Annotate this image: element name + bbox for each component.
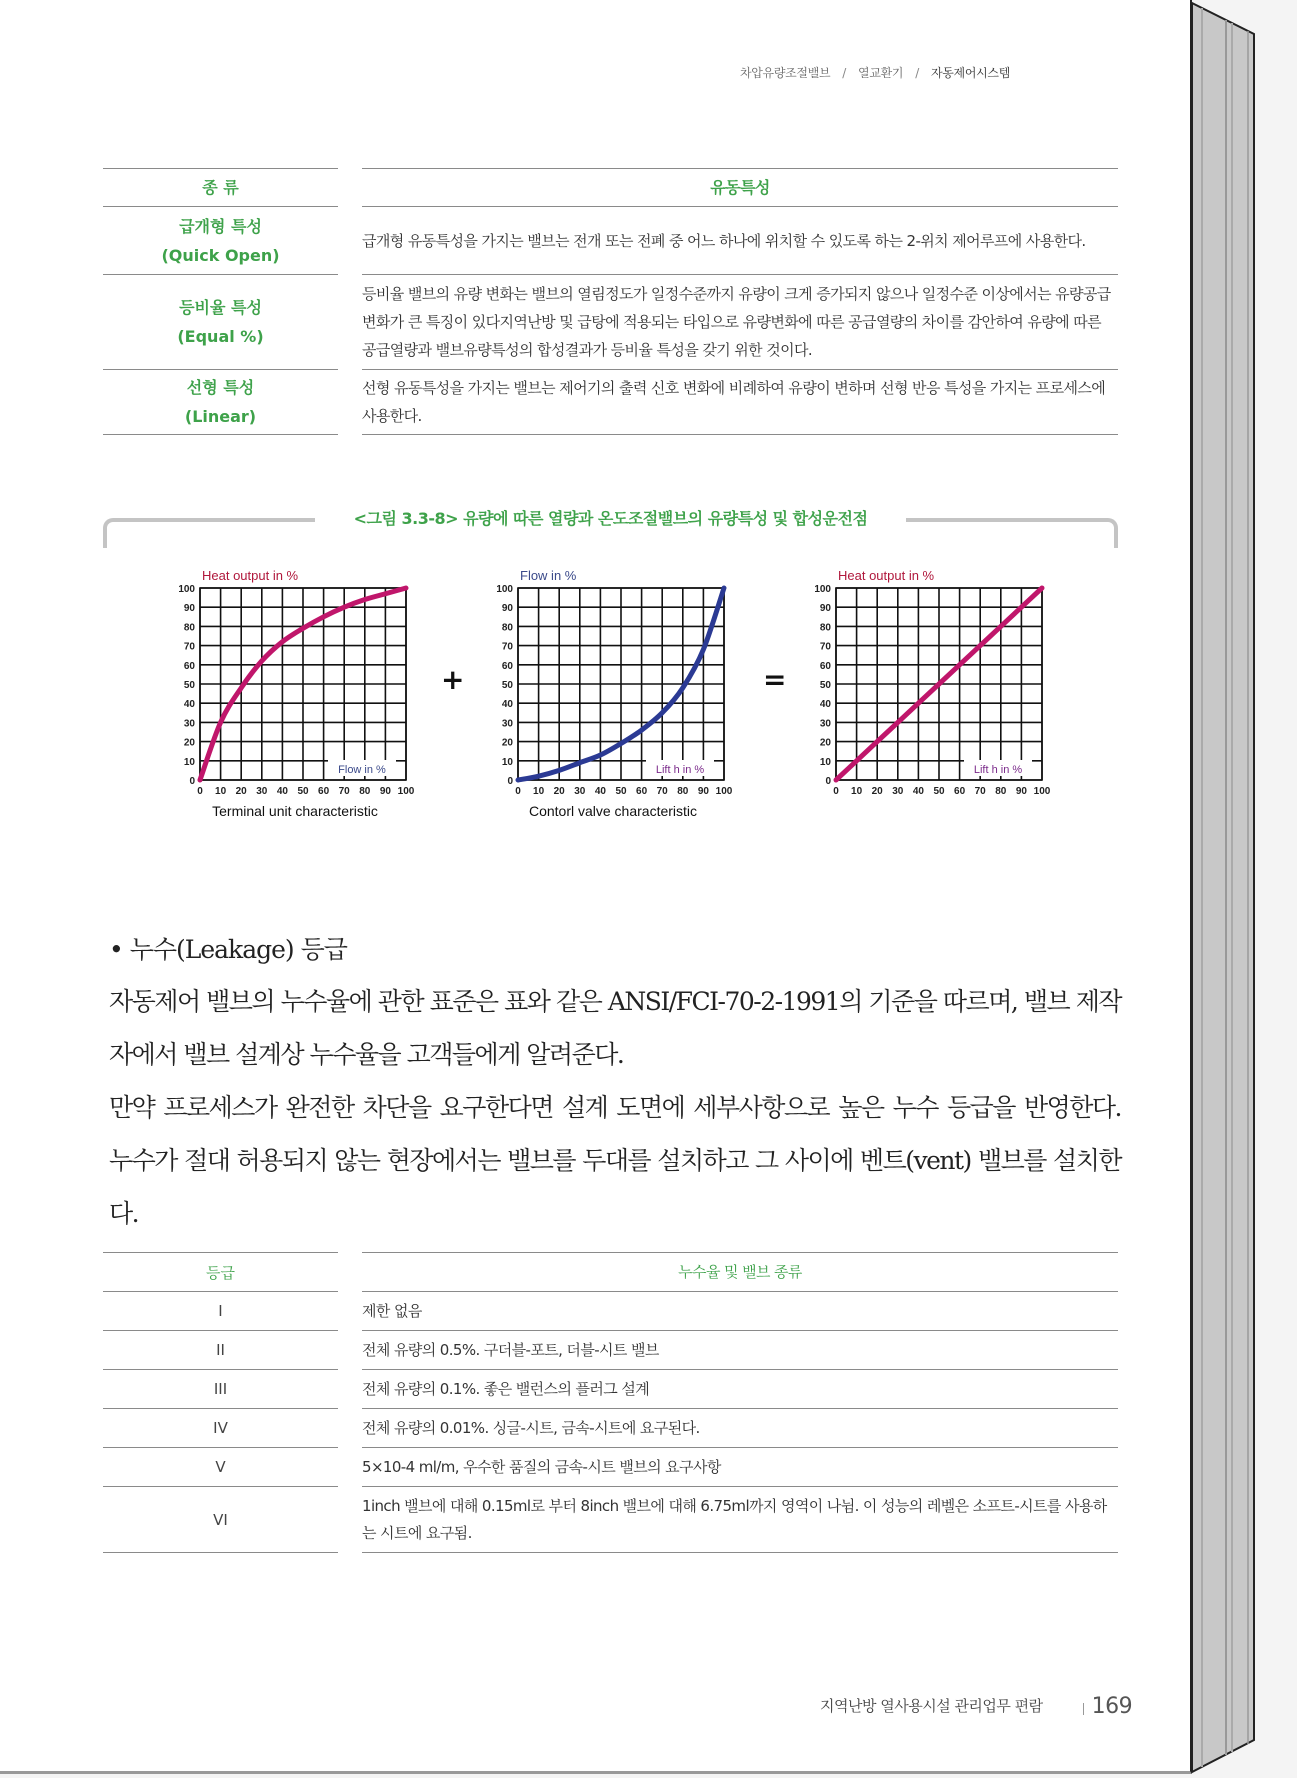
data-point — [939, 684, 940, 685]
breadcrumb-item-1: 차압유량조절밸브 — [739, 66, 831, 80]
figure-caption-frame — [103, 504, 1118, 544]
x-tick-label: 60 — [318, 786, 330, 797]
chart-combined — [796, 560, 1076, 830]
x-tick-label: 20 — [553, 786, 565, 797]
leakage-section — [109, 928, 1121, 1240]
x-tick-label: 40 — [912, 786, 924, 797]
data-point — [836, 780, 837, 781]
data-point — [344, 607, 345, 608]
x-axis-label: Lift h in % — [973, 764, 1023, 776]
x-tick-label: 40 — [594, 786, 606, 797]
y-tick-label: 90 — [501, 603, 513, 615]
data-point — [406, 588, 407, 589]
y-axis-label: Heat output in % — [838, 568, 935, 583]
page-number: 169 — [1091, 1694, 1133, 1719]
y-tick-label: 20 — [183, 737, 195, 749]
x-tick-label: 90 — [379, 786, 391, 797]
leakage-class-table — [103, 1252, 1118, 1553]
x-tick-label: 50 — [297, 786, 309, 797]
type-name-ko: 급개형 특성 — [179, 216, 262, 236]
chart-title: Terminal unit characteristic — [212, 803, 378, 819]
table-row — [103, 206, 1118, 274]
x-tick-label: 40 — [276, 786, 288, 797]
x-tick-label: 70 — [338, 786, 350, 797]
y-tick-label: 30 — [183, 718, 195, 730]
description-cell: 등비율 밸브의 유량 변화는 밸브의 열림정도가 일정수준까지 유량이 크게 증가되지 않으나 일정수준 이상에서는 유량공급 변화가 큰 특징이 있다지역난방 및 급탕에 적용되는 타입으로 유량변화에 따른 공급열량의 차이를 감안하여 유량에 따른 공급열량과 밸브유량특성의 합성결과가 등비율 특성을 갖기 위한 것이다. — [362, 274, 1118, 369]
y-tick-label: 100 — [814, 584, 831, 595]
description-cell: 1inch 밸브에 대해 0.15ml로 부터 8inch 밸브에 대해 6.75ml까지 영역이 나뉨. 이 성능의 레벨은 소프트-시트를 사용하는 시트에 요구됨. — [362, 1486, 1118, 1553]
header-leakage-rate: 누수율 및 밸브 종류 — [362, 1252, 1118, 1291]
x-tick-label: 100 — [715, 786, 733, 797]
chart-control-valve — [478, 560, 758, 830]
x-tick-label: 70 — [656, 786, 668, 797]
y-tick-label: 100 — [178, 584, 195, 595]
x-tick-label: 0 — [833, 786, 839, 797]
footer-divider — [1083, 1703, 1084, 1715]
data-point — [385, 593, 386, 594]
y-tick-label: 0 — [507, 776, 513, 787]
y-tick-label: 50 — [183, 680, 195, 691]
y-tick-label: 0 — [825, 776, 831, 787]
breadcrumb — [740, 64, 1010, 81]
grade-cell: IV — [103, 1408, 338, 1447]
type-name-ko: 선형 특성 — [186, 378, 255, 397]
book-page-edge — [1192, 0, 1270, 1774]
header-type: 종 류 — [103, 168, 338, 206]
y-tick-label: 40 — [819, 699, 831, 711]
table-row — [103, 1447, 1118, 1486]
table-header-row — [103, 1252, 1118, 1291]
x-tick-label: 80 — [995, 786, 1007, 797]
figure-caption: <그림 3.3-8> 유량에 따른 열량과 온도조절밸브의 유량특성 및 합성운전점 — [330, 509, 892, 528]
data-point — [682, 687, 683, 688]
data-point — [703, 649, 704, 650]
x-tick-label: 50 — [615, 786, 627, 797]
plus-sign: + — [441, 663, 465, 696]
y-tick-label: 0 — [189, 776, 195, 787]
data-point — [897, 722, 898, 723]
x-tick-label: 0 — [197, 786, 203, 797]
x-tick-label: 30 — [574, 786, 586, 797]
x-tick-label: 70 — [974, 786, 986, 797]
data-point — [323, 616, 324, 617]
type-name-ko: 등비율 특성 — [179, 298, 262, 317]
type-cell — [103, 274, 338, 369]
chart-terminal-unit — [160, 560, 440, 830]
table-row — [103, 1330, 1118, 1369]
page-footer — [820, 1694, 1132, 1719]
y-tick-label: 50 — [819, 680, 831, 691]
y-tick-label: 70 — [501, 641, 513, 653]
table-row — [103, 369, 1118, 435]
data-point — [1021, 607, 1022, 608]
description-cell: 급개형 유동특성을 가지는 밸브는 전개 또는 전폐 중 어느 하나에 위치할 수 있도록 하는 2-위치 제어루프에 사용한다. — [362, 206, 1118, 274]
equals-sign: = — [763, 663, 787, 696]
y-tick-label: 30 — [501, 718, 513, 730]
type-cell — [103, 369, 338, 435]
x-tick-label: 30 — [256, 786, 268, 797]
data-point — [918, 703, 919, 704]
y-tick-label: 40 — [183, 699, 195, 711]
table-row — [103, 274, 1118, 369]
table-row — [103, 1486, 1118, 1553]
chart-title: Contorl valve characteristic — [528, 803, 698, 819]
description-cell: 전체 유량의 0.01%. 싱글-시트, 금속-시트에 요구된다. — [362, 1408, 1118, 1447]
data-point — [282, 641, 283, 642]
breadcrumb-item-2: 열교환기 — [858, 66, 904, 80]
x-tick-label: 90 — [697, 786, 709, 797]
data-point — [1000, 626, 1001, 627]
data-point — [980, 645, 981, 646]
description-cell: 전체 유량의 0.5%. 구더블-포트, 더블-시트 밸브 — [362, 1330, 1118, 1369]
data-point — [200, 780, 201, 781]
header-grade: 등급 — [103, 1252, 338, 1291]
y-tick-label: 100 — [496, 584, 513, 595]
x-tick-label: 20 — [235, 786, 247, 797]
y-tick-label: 60 — [501, 660, 513, 672]
y-tick-label: 70 — [819, 641, 831, 653]
x-tick-label: 80 — [359, 786, 371, 797]
y-tick-label: 70 — [183, 641, 195, 653]
x-axis-label: Flow in % — [338, 764, 386, 776]
x-tick-label: 100 — [397, 786, 415, 797]
header-flow-characteristic: 유동특성 — [362, 168, 1118, 206]
breadcrumb-separator: / — [915, 66, 919, 80]
data-point — [303, 628, 304, 629]
x-tick-label: 10 — [851, 786, 863, 797]
y-tick-label: 60 — [183, 660, 195, 672]
y-axis-label: Heat output in % — [202, 568, 299, 583]
x-tick-label: 80 — [677, 786, 689, 797]
grade-cell: I — [103, 1291, 338, 1330]
x-tick-label: 60 — [954, 786, 966, 797]
table-header-row — [103, 168, 1118, 206]
y-tick-label: 50 — [501, 680, 513, 691]
data-point — [621, 743, 622, 744]
description-cell: 제한 없음 — [362, 1291, 1118, 1330]
y-axis-label: Flow in % — [520, 568, 577, 583]
grade-cell: VI — [103, 1486, 338, 1553]
y-tick-label: 90 — [183, 603, 195, 615]
description-cell: 전체 유량의 0.1%. 좋은 밸런스의 플러그 설계 — [362, 1369, 1118, 1408]
y-tick-label: 90 — [819, 603, 831, 615]
data-point — [559, 770, 560, 771]
x-tick-label: 60 — [636, 786, 648, 797]
x-tick-label: 10 — [533, 786, 545, 797]
grade-cell: III — [103, 1369, 338, 1408]
paragraph: 만약 프로세스가 완전한 차단을 요구한다면 설계 도면에 세부사항으로 높은 누수 등급을 반영한다. 누수가 절대 허용되지 않는 현장에서는 밸브를 두대를 설치하고 그 사이에 벤트(vent) 밸브를 설치한다. — [109, 1093, 1121, 1228]
data-point — [1042, 588, 1043, 589]
data-point — [538, 776, 539, 777]
data-point — [959, 664, 960, 665]
table-row — [103, 1408, 1118, 1447]
y-tick-label: 20 — [819, 737, 831, 749]
description-cell: 선형 유동특성을 가지는 밸브는 제어기의 출력 신호 변화에 비례하여 유량이 변하며 선형 반응 특성을 가지는 프로세스에 사용한다. — [362, 369, 1118, 435]
data-point — [662, 712, 663, 713]
x-axis-label: Lift h in % — [655, 764, 705, 776]
grade-cell: V — [103, 1447, 338, 1486]
y-tick-label: 10 — [501, 756, 513, 768]
y-tick-label: 80 — [183, 622, 195, 634]
data-point — [856, 760, 857, 761]
grade-cell: II — [103, 1330, 338, 1369]
paragraph: 자동제어 밸브의 누수율에 관한 표준은 표와 같은 ANSI/FCI-70-2-1991의 기준을 따르며, 밸브 제작자에서 밸브 설계상 누수율을 고객들에게 알려준다. — [109, 987, 1121, 1069]
x-tick-label: 20 — [871, 786, 883, 797]
description-cell: 5×10-4 ml/m, 우수한 품질의 금속-시트 밸브의 요구사항 — [362, 1447, 1118, 1486]
breadcrumb-item-current: 자동제어시스템 — [930, 66, 1010, 80]
data-point — [877, 741, 878, 742]
book-title: 지역난방 열사용시설 관리업무 편람 — [820, 1697, 1043, 1715]
type-cell — [103, 206, 338, 274]
data-point — [220, 722, 221, 723]
y-tick-label: 30 — [819, 718, 831, 730]
x-tick-label: 30 — [892, 786, 904, 797]
data-point — [600, 755, 601, 756]
y-tick-label: 40 — [501, 699, 513, 711]
data-point — [641, 730, 642, 731]
x-tick-label: 90 — [1015, 786, 1027, 797]
flow-characteristic-table — [103, 168, 1118, 435]
y-tick-label: 20 — [501, 737, 513, 749]
data-point — [364, 599, 365, 600]
y-tick-label: 80 — [819, 622, 831, 634]
x-tick-label: 50 — [933, 786, 945, 797]
y-tick-label: 60 — [819, 660, 831, 672]
section-heading: • 누수(Leakage) 등급 — [109, 935, 347, 964]
data-point — [261, 660, 262, 661]
data-point — [241, 687, 242, 688]
type-name-en: (Linear) — [184, 407, 257, 426]
y-tick-label: 80 — [501, 622, 513, 634]
x-tick-label: 0 — [515, 786, 521, 797]
y-tick-label: 10 — [819, 756, 831, 768]
data-point — [518, 780, 519, 781]
x-tick-label: 100 — [1033, 786, 1051, 797]
type-name-en: (Equal %) — [177, 327, 264, 346]
type-name-en: (Quick Open) — [161, 245, 280, 265]
data-point — [724, 588, 725, 589]
table-row — [103, 1291, 1118, 1330]
x-tick-label: 10 — [215, 786, 227, 797]
breadcrumb-separator: / — [842, 66, 847, 80]
data-point — [579, 762, 580, 763]
y-tick-label: 10 — [183, 756, 195, 768]
table-row — [103, 1369, 1118, 1408]
